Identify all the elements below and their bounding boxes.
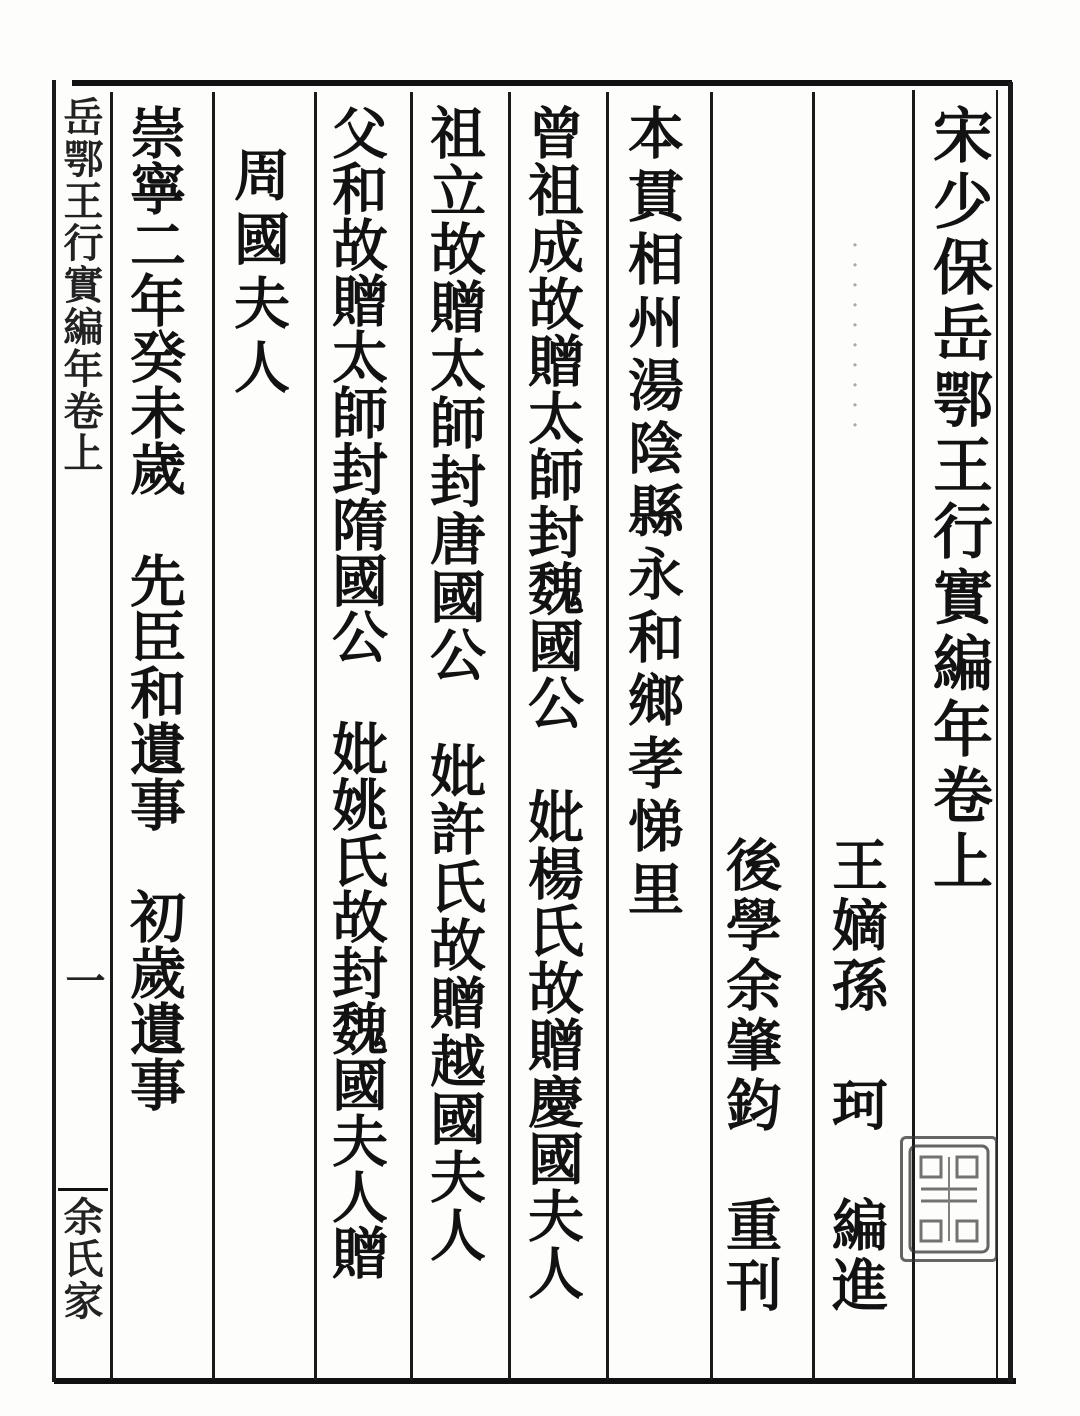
column-divider: [314, 92, 317, 1380]
bottom-border: [54, 1378, 1016, 1384]
column-divider: [508, 92, 511, 1380]
margin-divider: [58, 1188, 108, 1191]
body-column-6: 崇寧二年癸未歲 先臣和遺事 初歲遺事: [121, 104, 187, 1112]
reprinter-credit: 後學余肇鈞 重刊: [717, 836, 783, 1316]
compiler-credit: 王嫡孫 珂 編進: [823, 836, 889, 1316]
ink-smudge: ・・・・・・・・・・: [843, 236, 864, 436]
top-border: [72, 80, 1012, 86]
body-column-4: 父和故贈太師封隋國公 妣姚氏故封魏國夫人贈: [323, 104, 389, 1280]
body-column-3: 祖立故贈太師封唐國公 妣許氏故贈越國夫人: [421, 104, 487, 1264]
owner-seal-stamp: [900, 1136, 998, 1262]
column-divider: [212, 92, 215, 1380]
body-column-2: 曾祖成故贈太師封魏國公 妣楊氏故贈慶國夫人: [519, 104, 585, 1301]
column-divider: [606, 92, 609, 1380]
column-divider: [410, 92, 413, 1380]
document-title: 宋少保岳鄂王行實編年卷上: [923, 104, 993, 896]
column-divider: [710, 92, 713, 1380]
publisher-mark: 余氏家: [57, 1196, 104, 1322]
body-column-5: 周國夫人: [225, 146, 291, 402]
column-divider: [812, 92, 815, 1380]
body-column-1: 本貫相州湯陰縣永和鄉孝悌里: [619, 104, 685, 923]
margin-title: 岳鄂王行實編年卷上: [57, 96, 104, 474]
column-divider: [110, 92, 113, 1380]
left-border: [52, 80, 56, 1382]
seal-icon: [907, 1143, 991, 1255]
right-border: [1008, 82, 1013, 1382]
page-number: 一: [59, 960, 106, 1002]
